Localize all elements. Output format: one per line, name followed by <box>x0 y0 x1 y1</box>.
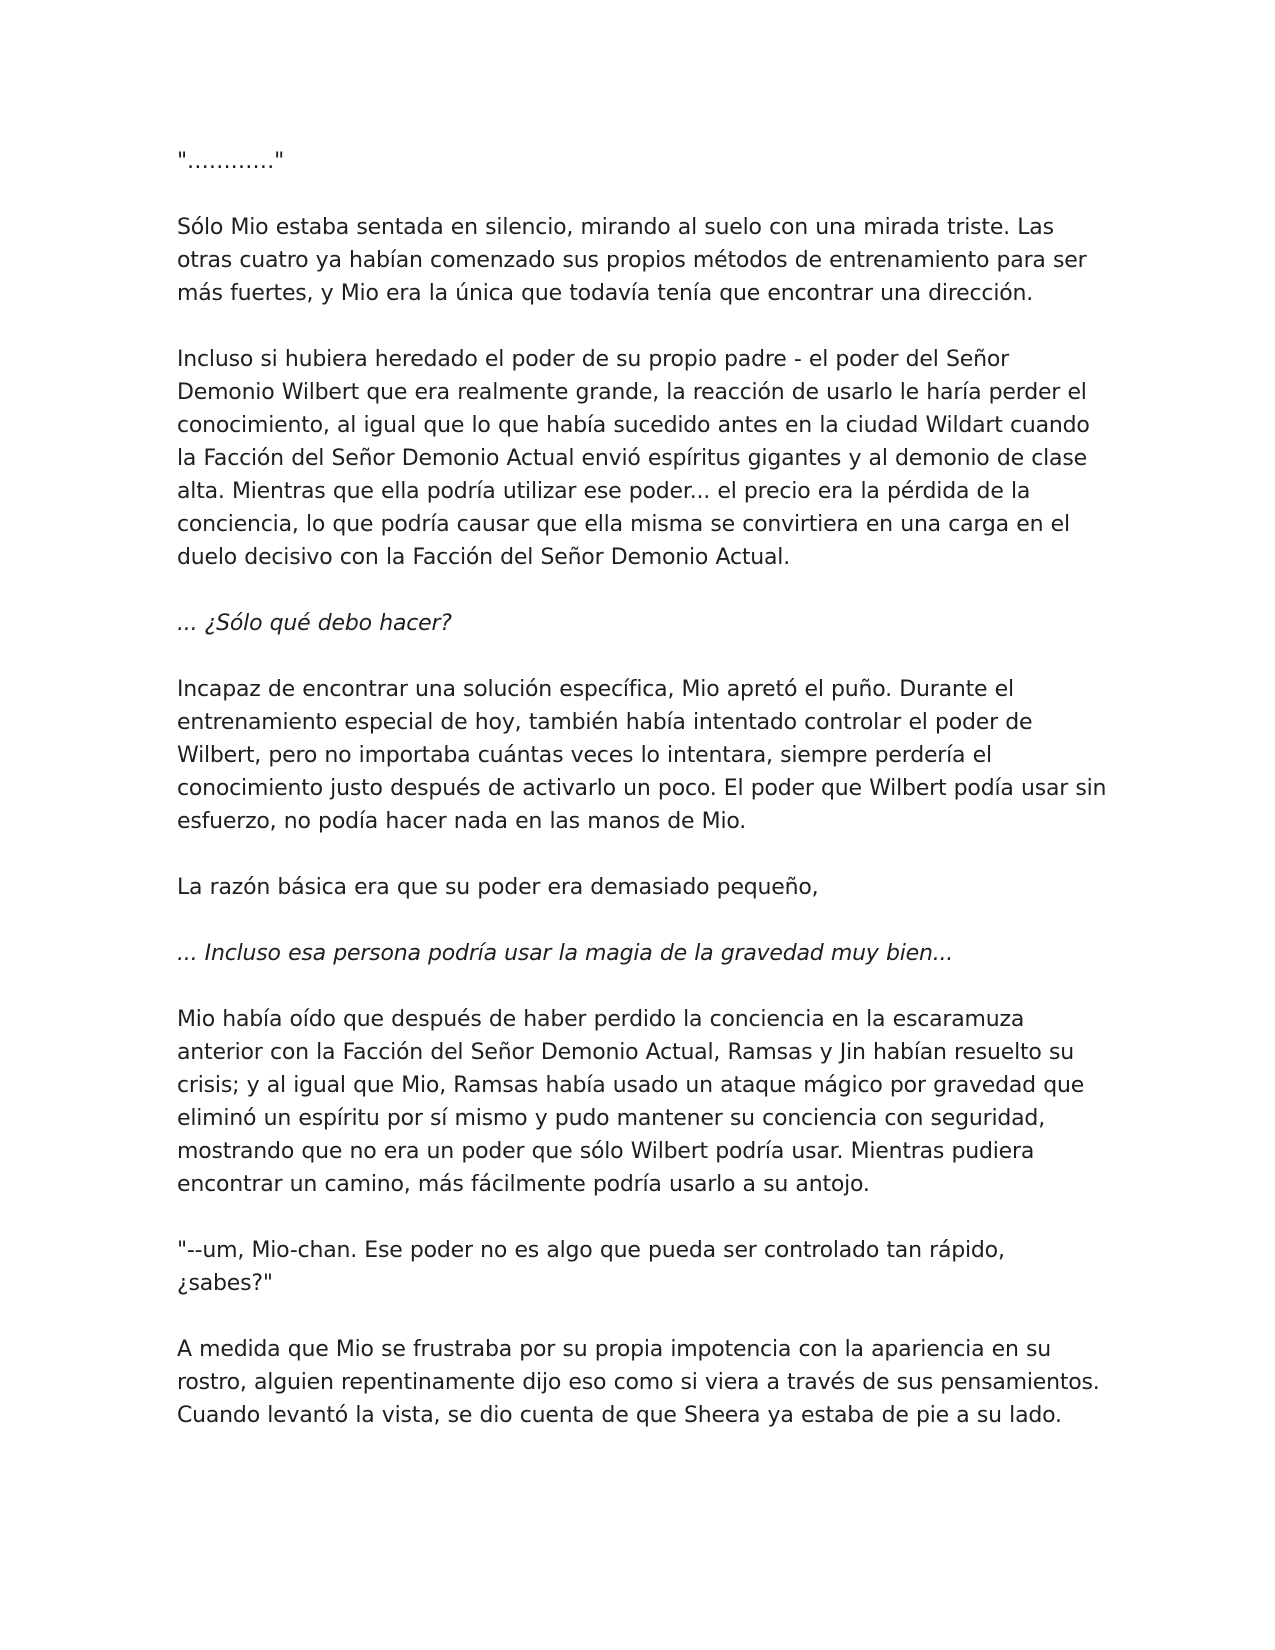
document-body <box>177 145 1107 1465</box>
paragraph-ramsas-gravity: Mio había oído que después de haber perdido la conciencia en la escaramuza anterior con la Facción del Señor Demonio Actual, Ramsas y Jin habían resuelto su crisis; y al igual que Mio, Ramsas había usado un ataque mágico por gravedad que eliminó un espíritu por sí mismo y pudo mantener su conciencia con seguridad, mostrando que no era un poder que sólo Wilbert podría usar. Mientras pudiera encontrar un camino, más fácilmente podría usarlo a su antojo. <box>177 1007 1085 1197</box>
paragraph-training-attempt: Incapaz de encontrar una solución específica, Mio apretó el puño. Durante el entrenamiento especial de hoy, también había intentado controlar el poder de Wilbert, pero no importaba cuántas veces lo intentara, siempre perdería el conocimiento justo después de activarlo un poco. El poder que Wilbert podía usar sin esfuerzo, no podía hacer nada en las manos de Mio. <box>177 677 1107 834</box>
paragraph-sheera-dialogue: "--um, Mio-chan. Ese poder no es algo que pueda ser controlado tan rápido, ¿sabes?" <box>177 1238 1005 1296</box>
paragraph-inner-thought-gravity: ... Incluso esa persona podría usar la magia de la gravedad muy bien... <box>177 941 954 966</box>
paragraph-inner-thought-what-to-do: ... ¿Sólo qué debo hacer? <box>177 611 452 636</box>
paragraph-inherited-power: Incluso si hubiera heredado el poder de su propio padre - el poder del Señor Demonio Wilbert que era realmente grande, la reacción de usarlo le haría perder el conocimiento, al igual que lo que había sucedido antes en la ciudad Wildart cuando la Facción del Señor Demonio Actual envió espíritus gigantes y al demonio de clase alta. Mientras que ella podría utilizar ese poder... el precio era la pérdida de la conciencia, lo que podría causar que ella misma se convirtiera en una carga en el duelo decisivo con la Facción del Señor Demonio Actual. <box>177 347 1090 570</box>
paragraph-ellipsis-dialogue: "…………" <box>177 149 285 174</box>
paragraph-basic-reason: La razón básica era que su poder era demasiado pequeño, <box>177 875 819 900</box>
paragraph-sheera-appears: A medida que Mio se frustraba por su propia impotencia con la apariencia en su rostro, alguien repentinamente dijo eso como si viera a través de sus pensamientos. Cuando levantó la vista, se dio cuenta de que Sheera ya estaba de pie a su lado. <box>177 1337 1100 1428</box>
paragraph-mio-silent: Sólo Mio estaba sentada en silencio, mirando al suelo con una mirada triste. Las otras cuatro ya habían comenzado sus propios métodos de entrenamiento para ser más fuertes, y Mio era la única que todavía tenía que encontrar una dirección. <box>177 215 1087 306</box>
